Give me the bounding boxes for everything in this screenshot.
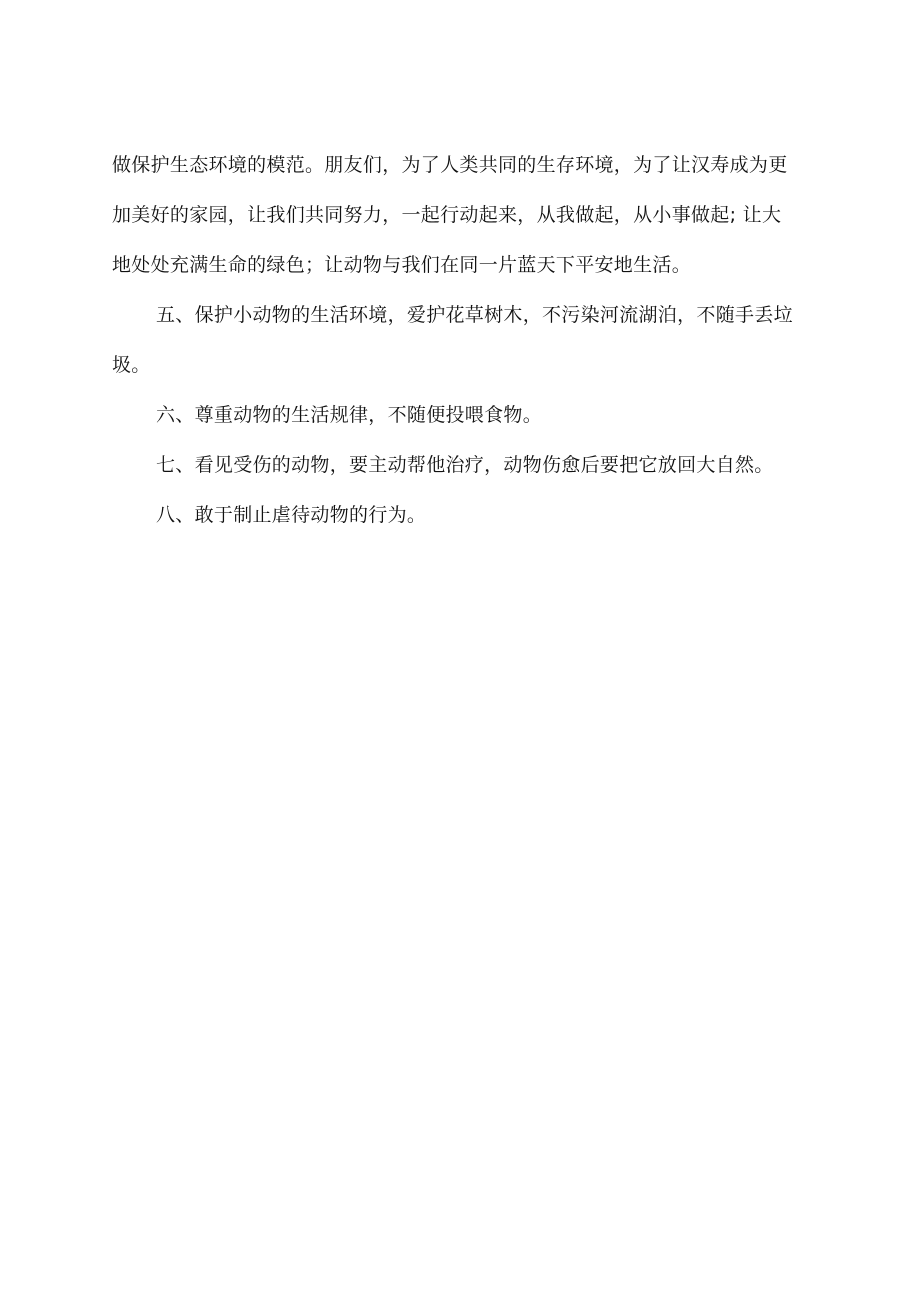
- item-5-line-2: 圾。: [112, 354, 151, 376]
- paragraph-line-2: 加美好的家园，让我们共同努力，一起行动起来，从我做起，从小事做起; 让大: [112, 204, 782, 226]
- item-6: 六、尊重动物的生活规律，不随便投喂食物。: [156, 404, 543, 426]
- item-5-line-1: 五、保护小动物的生活环境，爱护花草树木，不污染河流湖泊，不随手丢垃: [156, 304, 793, 326]
- paragraph-line-3: 地处处充满生命的绿色；让动物与我们在同一片蓝天下平安地生活。: [112, 254, 692, 276]
- item-8: 八、敢于制止虐待动物的行为。: [156, 504, 427, 526]
- paragraph-line-1: 做保护生态环境的模范。朋友们，为了人类共同的生存环境，为了让汉寿成为更: [112, 154, 788, 176]
- item-7: 七、看见受伤的动物，要主动帮他治疗，动物伤愈后要把它放回大自然。: [156, 454, 774, 476]
- document-body: [112, 140, 812, 540]
